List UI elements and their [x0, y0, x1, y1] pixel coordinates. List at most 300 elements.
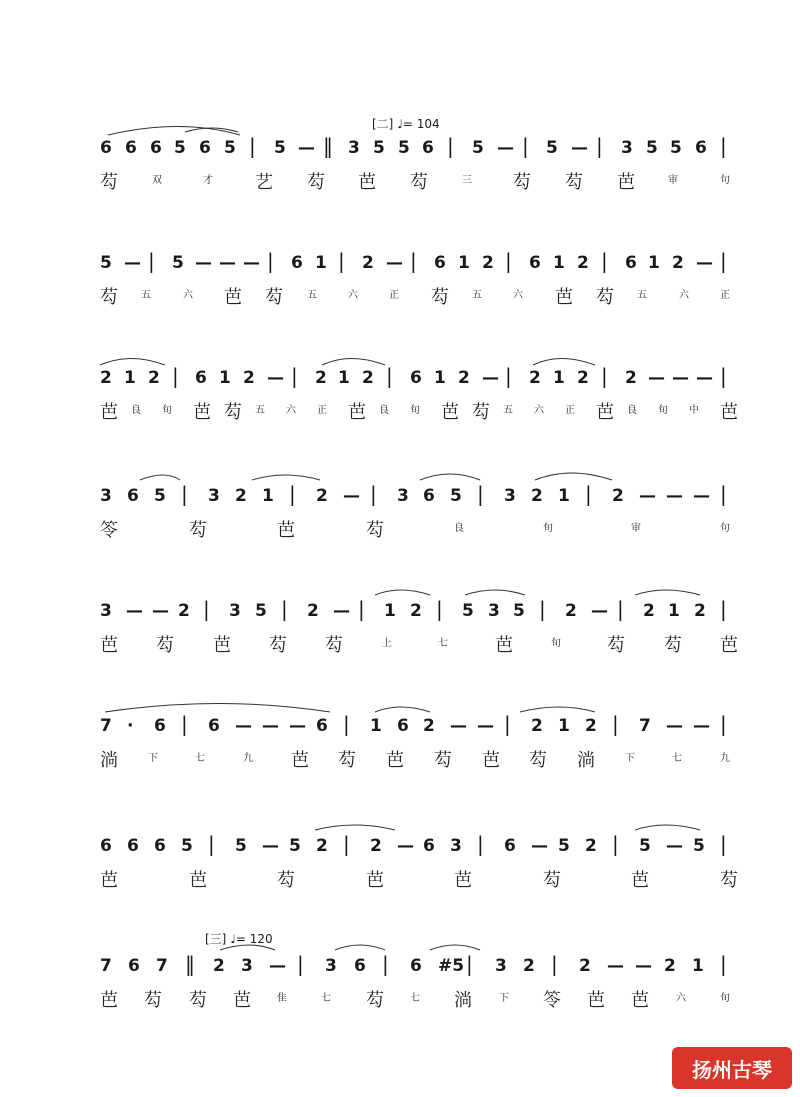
- note: 6: [150, 138, 162, 158]
- jianzi-char: 句: [720, 175, 730, 186]
- note: 3: [488, 601, 500, 621]
- score-line: [0, 828, 800, 938]
- note: —: [289, 716, 306, 736]
- note: —: [571, 138, 588, 158]
- note: 5: [224, 138, 236, 158]
- barline: |: [720, 952, 727, 976]
- tablature-row: [0, 516, 800, 556]
- note: 2: [625, 368, 637, 388]
- note: 3: [397, 486, 409, 506]
- barline: |: [436, 597, 443, 621]
- jianzi-char: 芭: [291, 750, 309, 771]
- note: 5: [546, 138, 558, 158]
- jianzi-char: 芶: [607, 635, 625, 656]
- note: 5: [100, 253, 112, 273]
- note: 2: [362, 368, 374, 388]
- jianzi-char: 上: [382, 638, 392, 649]
- jianzi-char: 芭: [224, 287, 242, 308]
- barline: |: [203, 597, 210, 621]
- jianzi-char: 下: [148, 753, 158, 764]
- note: 1: [558, 716, 570, 736]
- jianzi-char: 正: [317, 405, 327, 416]
- notation-row: [0, 828, 800, 868]
- barline: |: [289, 482, 296, 506]
- section-3-tempo-value: ♩= 120: [230, 932, 273, 946]
- note: 2: [585, 836, 597, 856]
- jianzi-char: 芭: [454, 870, 472, 891]
- tablature-row: [0, 746, 800, 786]
- note: 6: [422, 138, 434, 158]
- note: 5: [289, 836, 301, 856]
- section-2-label: [二]: [372, 117, 394, 131]
- note: —: [219, 253, 236, 273]
- note: 3: [504, 486, 516, 506]
- barline: |: [291, 364, 298, 388]
- jianzi-char: 旬: [720, 993, 730, 1004]
- tablature-row: [0, 866, 800, 906]
- note: 6: [529, 253, 541, 273]
- note: 1: [553, 368, 565, 388]
- jianzi-char: 芶: [325, 635, 343, 656]
- note: 3: [325, 956, 337, 976]
- barline: |: [601, 249, 608, 273]
- jianzi-char: 笭: [100, 520, 118, 541]
- notation-row: [0, 360, 800, 400]
- note: 5: [513, 601, 525, 621]
- note: 2: [315, 368, 327, 388]
- barline: |: [505, 364, 512, 388]
- note: —: [591, 601, 608, 621]
- note: #5: [438, 956, 465, 976]
- barline: |: [370, 482, 377, 506]
- jianzi-char: 七: [410, 993, 420, 1004]
- note: 2: [243, 368, 255, 388]
- barline: |: [447, 134, 454, 158]
- note: 6: [154, 716, 166, 736]
- jianzi-char: 七: [672, 753, 682, 764]
- jianzi-char: 九: [243, 753, 253, 764]
- barline: ‖: [185, 952, 195, 976]
- note: 2: [307, 601, 319, 621]
- note: —: [639, 486, 656, 506]
- note: 5: [154, 486, 166, 506]
- barline: |: [477, 482, 484, 506]
- note: 2: [362, 253, 374, 273]
- note: —: [648, 368, 665, 388]
- note: 5: [181, 836, 193, 856]
- jianzi-char: 芶: [224, 402, 242, 423]
- note: 2: [577, 368, 589, 388]
- jianzi-char: 审: [631, 523, 641, 534]
- note: 1: [553, 253, 565, 273]
- note: 2: [577, 253, 589, 273]
- note: 6: [504, 836, 516, 856]
- note: 6: [199, 138, 211, 158]
- jianzi-char: 正: [389, 290, 399, 301]
- note: 6: [291, 253, 303, 273]
- jianzi-char: 良: [627, 405, 637, 416]
- note: 2: [585, 716, 597, 736]
- note: 6: [625, 253, 637, 273]
- jianzi-char: 芶: [513, 172, 531, 193]
- jianzi-char: 芭: [720, 402, 738, 423]
- jianzi-char: 芶: [529, 750, 547, 771]
- jianzi-char: 旬: [410, 405, 420, 416]
- note: 1: [338, 368, 350, 388]
- jianzi-char: 六: [513, 290, 523, 301]
- note: 2: [370, 836, 382, 856]
- note: 3: [348, 138, 360, 158]
- score-line: [0, 593, 800, 703]
- note: 1: [434, 368, 446, 388]
- barline: |: [208, 832, 215, 856]
- barline: |: [297, 952, 304, 976]
- note: —: [262, 836, 279, 856]
- note: 6: [434, 253, 446, 273]
- jianzi-char: 旬: [162, 405, 172, 416]
- jianzi-char: 句: [720, 523, 730, 534]
- jianzi-char: 五: [307, 290, 317, 301]
- jianzi-char: 芶: [720, 870, 738, 891]
- jianzi-char: 六: [676, 993, 686, 1004]
- jianzi-char: 六: [286, 405, 296, 416]
- jianzi-char: 五: [637, 290, 647, 301]
- jianzi-char: 六: [183, 290, 193, 301]
- barline: |: [338, 249, 345, 273]
- note: 6: [208, 716, 220, 736]
- note: 7: [639, 716, 651, 736]
- note: 2: [235, 486, 247, 506]
- note: —: [267, 368, 284, 388]
- note: 1: [370, 716, 382, 736]
- jianzi-char: 淌: [454, 990, 472, 1011]
- note: 5: [693, 836, 705, 856]
- note: 2: [316, 486, 328, 506]
- note: 2: [423, 716, 435, 736]
- note: 2: [148, 368, 160, 388]
- barline: |: [343, 712, 350, 736]
- jianzi-char: 芭: [631, 870, 649, 891]
- barline: |: [522, 134, 529, 158]
- note: 7: [156, 956, 168, 976]
- jianzi-char: 芶: [307, 172, 325, 193]
- note: 5: [174, 138, 186, 158]
- jianzi-char: 五: [472, 290, 482, 301]
- notation-row: [0, 130, 800, 170]
- note: 5: [235, 836, 247, 856]
- note: 6: [100, 138, 112, 158]
- note: 2: [565, 601, 577, 621]
- note: 2: [213, 956, 225, 976]
- score-line: [0, 478, 800, 588]
- jianzi-char: 中: [689, 405, 699, 416]
- note: —: [397, 836, 414, 856]
- jianzi-char: 芭: [555, 287, 573, 308]
- jianzi-char: 六: [348, 290, 358, 301]
- jianzi-char: 芶: [144, 990, 162, 1011]
- jianzi-char: 芶: [189, 520, 207, 541]
- jianzi-char: 双: [152, 175, 162, 186]
- jianzi-char: 良: [131, 405, 141, 416]
- jianzi-char: 芭: [100, 990, 118, 1011]
- jianzi-char: 旬: [543, 523, 553, 534]
- jianzi-char: 芭: [587, 990, 605, 1011]
- jianzi-char: 芭: [366, 870, 384, 891]
- note: 2: [523, 956, 535, 976]
- note: —: [696, 253, 713, 273]
- notation-row: [0, 708, 800, 748]
- jianzi-char: 六: [679, 290, 689, 301]
- score-line: [0, 245, 800, 355]
- barline: |: [585, 482, 592, 506]
- barline: ‖: [323, 134, 333, 158]
- barline: |: [720, 482, 727, 506]
- barline: |: [720, 249, 727, 273]
- note: 1: [315, 253, 327, 273]
- note: ·: [127, 716, 134, 736]
- jianzi-char: 芶: [472, 402, 490, 423]
- jianzi-char: 正: [720, 290, 730, 301]
- note: 3: [621, 138, 633, 158]
- note: —: [195, 253, 212, 273]
- note: —: [666, 716, 683, 736]
- jianzi-char: 九: [720, 753, 730, 764]
- barline: |: [466, 952, 473, 976]
- jianzi-char: 芭: [482, 750, 500, 771]
- note: 5: [646, 138, 658, 158]
- note: —: [343, 486, 360, 506]
- note: 5: [472, 138, 484, 158]
- note: —: [635, 956, 652, 976]
- barline: |: [477, 832, 484, 856]
- note: 6: [397, 716, 409, 736]
- note: 1: [384, 601, 396, 621]
- note: 6: [423, 836, 435, 856]
- jianzi-char: 芭: [100, 870, 118, 891]
- jianzi-char: 良: [379, 405, 389, 416]
- jianzi-char: 五: [141, 290, 151, 301]
- note: 3: [100, 601, 112, 621]
- jianzi-char: 良: [454, 523, 464, 534]
- barline: |: [539, 597, 546, 621]
- note: —: [497, 138, 514, 158]
- jianzi-char: 七: [321, 993, 331, 1004]
- note: 2: [612, 486, 624, 506]
- note: 2: [100, 368, 112, 388]
- jianzi-char: 芶: [265, 287, 283, 308]
- note: 2: [531, 486, 543, 506]
- barline: |: [382, 952, 389, 976]
- note: —: [696, 368, 713, 388]
- jianzi-char: 淌: [577, 750, 595, 771]
- tablature-row: [0, 398, 800, 438]
- note: 6: [128, 956, 140, 976]
- section-3-label: [三]: [205, 932, 227, 946]
- jianzi-char: 芭: [631, 990, 649, 1011]
- jianzi-char: 正: [565, 405, 575, 416]
- note: 5: [639, 836, 651, 856]
- barline: |: [172, 364, 179, 388]
- note: 1: [124, 368, 136, 388]
- jianzi-char: 芭: [495, 635, 513, 656]
- jianzi-char: 七: [195, 753, 205, 764]
- jianzi-char: 芶: [366, 990, 384, 1011]
- note: 3: [450, 836, 462, 856]
- jianzi-char: 芶: [431, 287, 449, 308]
- jianzi-char: 芭: [213, 635, 231, 656]
- jianzi-char: 芶: [100, 172, 118, 193]
- barline: |: [504, 712, 511, 736]
- jianzi-char: 芶: [565, 172, 583, 193]
- note: —: [152, 601, 169, 621]
- note: 6: [154, 836, 166, 856]
- note: 2: [664, 956, 676, 976]
- note: 2: [694, 601, 706, 621]
- note: 6: [127, 836, 139, 856]
- jianzi-char: 五: [503, 405, 513, 416]
- note: 2: [531, 716, 543, 736]
- note: 2: [410, 601, 422, 621]
- notation-row: [0, 245, 800, 285]
- note: 5: [398, 138, 410, 158]
- barline: |: [612, 712, 619, 736]
- jianzi-char: 芶: [410, 172, 428, 193]
- jianzi-char: 隹: [277, 993, 287, 1004]
- barline: |: [601, 364, 608, 388]
- jianzi-char: 三: [462, 175, 472, 186]
- note: 6: [410, 956, 422, 976]
- barline: |: [505, 249, 512, 273]
- jianzi-char: 芭: [720, 635, 738, 656]
- note: —: [672, 368, 689, 388]
- jianzi-char: 芭: [441, 402, 459, 423]
- note: 6: [316, 716, 328, 736]
- jianzi-char: 芶: [543, 870, 561, 891]
- note: —: [607, 956, 624, 976]
- note: 2: [316, 836, 328, 856]
- jianzi-char: 芶: [189, 990, 207, 1011]
- note: 6: [423, 486, 435, 506]
- note: 5: [558, 836, 570, 856]
- jianzi-char: 旬: [658, 405, 668, 416]
- barline: |: [551, 952, 558, 976]
- notation-row: [0, 593, 800, 633]
- note: 1: [558, 486, 570, 506]
- section-2-tempo-value: ♩= 104: [397, 117, 440, 131]
- jianzi-char: 笭: [543, 990, 561, 1011]
- tablature-row: [0, 283, 800, 323]
- note: —: [693, 486, 710, 506]
- barline: |: [343, 832, 350, 856]
- jianzi-char: 芶: [366, 520, 384, 541]
- note: 3: [229, 601, 241, 621]
- note: 1: [458, 253, 470, 273]
- note: 6: [127, 486, 139, 506]
- barline: |: [617, 597, 624, 621]
- jianzi-char: 芶: [100, 287, 118, 308]
- tablature-row: [0, 168, 800, 208]
- jianzi-char: 芶: [277, 870, 295, 891]
- note: 1: [648, 253, 660, 273]
- jianzi-char: 淌: [100, 750, 118, 771]
- note: 6: [354, 956, 366, 976]
- jianzi-char: 芶: [269, 635, 287, 656]
- jianzi-char: 艺: [255, 172, 273, 193]
- note: —: [531, 836, 548, 856]
- tablature-row: [0, 986, 800, 1026]
- jianzi-char: 芶: [338, 750, 356, 771]
- barline: |: [720, 597, 727, 621]
- barline: |: [596, 134, 603, 158]
- note: 6: [410, 368, 422, 388]
- jianzi-char: 旬: [551, 638, 561, 649]
- jianzi-char: 芭: [233, 990, 251, 1011]
- note: —: [298, 138, 315, 158]
- note: —: [450, 716, 467, 736]
- note: —: [124, 253, 141, 273]
- note: 2: [672, 253, 684, 273]
- note: —: [243, 253, 260, 273]
- note: 1: [219, 368, 231, 388]
- note: 3: [495, 956, 507, 976]
- jianzi-char: 芭: [100, 635, 118, 656]
- tablature-row: [0, 631, 800, 671]
- score-line: [0, 708, 800, 818]
- note: 2: [458, 368, 470, 388]
- jianzi-char: 六: [534, 405, 544, 416]
- note: 2: [178, 601, 190, 621]
- barline: |: [720, 832, 727, 856]
- note: 7: [100, 716, 112, 736]
- logo-badge: [672, 1047, 792, 1089]
- note: 5: [450, 486, 462, 506]
- note: 6: [125, 138, 137, 158]
- jianzi-char: 审: [668, 175, 678, 186]
- jianzi-char: 芭: [100, 402, 118, 423]
- note: —: [693, 716, 710, 736]
- note: 2: [579, 956, 591, 976]
- score-line: [0, 360, 800, 470]
- jianzi-char: 五: [255, 405, 265, 416]
- note: —: [269, 956, 286, 976]
- jianzi-char: 七: [438, 638, 448, 649]
- barline: |: [612, 832, 619, 856]
- note: —: [333, 601, 350, 621]
- note: 2: [643, 601, 655, 621]
- jianzi-char: 芭: [617, 172, 635, 193]
- jianzi-char: 芶: [664, 635, 682, 656]
- jianzi-char: 芶: [156, 635, 174, 656]
- note: 1: [692, 956, 704, 976]
- notation-row: [0, 948, 800, 988]
- barline: |: [720, 134, 727, 158]
- note: 7: [100, 956, 112, 976]
- note: 1: [668, 601, 680, 621]
- jianzi-char: 芶: [596, 287, 614, 308]
- note: —: [477, 716, 494, 736]
- jianzi-char: 芭: [358, 172, 376, 193]
- barline: |: [181, 482, 188, 506]
- barline: |: [720, 712, 727, 736]
- jianzi-char: 下: [625, 753, 635, 764]
- barline: |: [358, 597, 365, 621]
- note: 2: [482, 253, 494, 273]
- note: 5: [373, 138, 385, 158]
- note: —: [386, 253, 403, 273]
- note: 6: [100, 836, 112, 856]
- note: 5: [274, 138, 286, 158]
- jianzi-char: 芭: [189, 870, 207, 891]
